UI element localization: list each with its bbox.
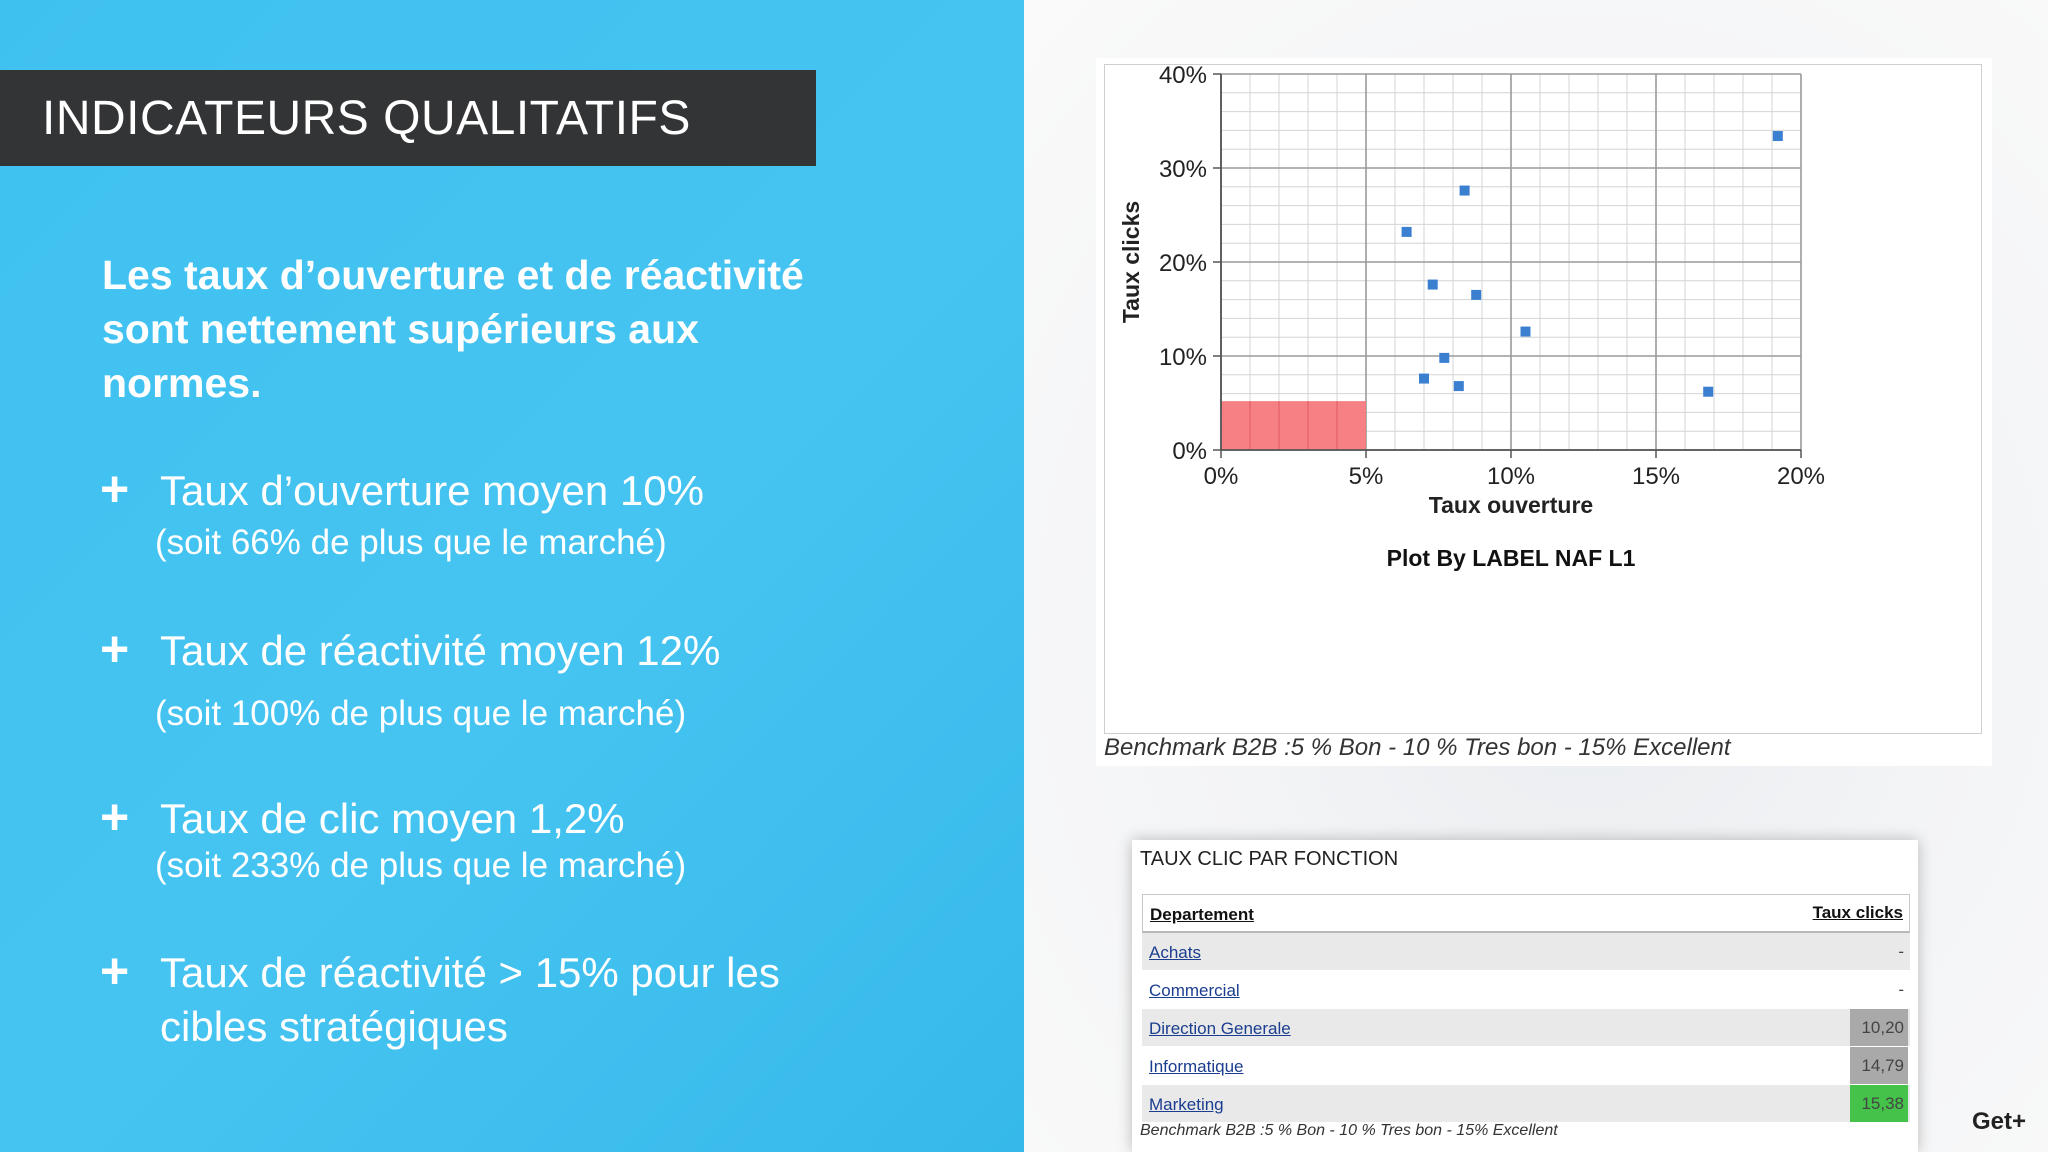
department-link[interactable]: Marketing xyxy=(1149,1095,1224,1114)
table-row xyxy=(1142,971,1910,1009)
click-rate-table-card xyxy=(1132,840,1918,1152)
headline xyxy=(102,248,922,410)
x-tick-label: 20% xyxy=(1776,463,1826,490)
benchmark-region xyxy=(1221,401,1366,450)
table-row xyxy=(1142,1085,1910,1123)
bullet-sub: (soit 233% de plus que le marché) xyxy=(155,846,687,885)
scatter-point xyxy=(1521,327,1531,337)
table-header-row xyxy=(1142,894,1910,933)
scatter-point xyxy=(1471,290,1481,300)
bullet-sub: cibles stratégiques xyxy=(160,1003,508,1050)
department-link[interactable]: Commercial xyxy=(1149,981,1240,1000)
scatter-point xyxy=(1428,280,1438,290)
bullet-main: Taux d’ouverture moyen 10% xyxy=(160,467,704,514)
table-row xyxy=(1142,1009,1910,1047)
brand-logo: Get+ xyxy=(1972,1108,2027,1135)
scatter-point xyxy=(1402,227,1412,237)
headline-line: sont nettement supérieurs aux xyxy=(102,306,699,352)
slide-title: INDICATEURS QUALITATIFS xyxy=(42,91,691,145)
department-link[interactable]: Informatique xyxy=(1149,1057,1244,1076)
click-rate-value: 14,79 xyxy=(1850,1047,1908,1084)
scatter-chart xyxy=(1096,58,1992,734)
click-rate-value: 10,20 xyxy=(1850,1009,1908,1046)
table-row xyxy=(1142,933,1910,971)
plus-icon: + xyxy=(100,943,130,999)
chart-title: Plot By LABEL NAF L1 xyxy=(1386,545,1636,571)
y-tick-label: 30% xyxy=(1158,156,1207,183)
scatter-point xyxy=(1439,353,1449,363)
table-title: TAUX CLIC PAR FONCTION xyxy=(1140,848,1399,870)
y-tick-label: 20% xyxy=(1158,250,1207,277)
y-axis-label: Taux clicks xyxy=(1118,200,1144,324)
scatter-point xyxy=(1454,381,1464,391)
column-header-click-rate[interactable]: Taux clicks xyxy=(1812,903,1903,922)
slide-title-bar xyxy=(0,70,816,166)
scatter-point xyxy=(1460,186,1470,196)
column-header-department[interactable]: Departement xyxy=(1150,905,1254,924)
x-tick-label: 0% xyxy=(1203,463,1239,490)
department-link[interactable]: Direction Generale xyxy=(1149,1019,1291,1038)
scatter-point xyxy=(1703,387,1713,397)
scatter-point xyxy=(1419,374,1429,384)
table-row xyxy=(1142,1047,1910,1085)
click-rate-value: - xyxy=(1898,941,1904,961)
click-rate-table xyxy=(1142,894,1910,1123)
click-rate-value: 15,38 xyxy=(1850,1085,1908,1122)
bullet-main: Taux de réactivité moyen 12% xyxy=(160,627,721,674)
x-tick-label: 5% xyxy=(1348,463,1384,490)
bullet-sub: (soit 100% de plus que le marché) xyxy=(155,694,687,733)
department-link[interactable]: Achats xyxy=(1149,943,1201,962)
headline-line: normes. xyxy=(102,360,262,406)
scatter-chart-card xyxy=(1096,58,1992,766)
x-axis-label: Taux ouverture xyxy=(1428,492,1594,518)
scatter-point xyxy=(1773,131,1783,141)
plus-icon: + xyxy=(100,621,130,677)
chart-caption: Benchmark B2B :5 % Bon - 10 % Tres bon - 15% Excellent xyxy=(1104,734,1731,761)
bullet-main: Taux de clic moyen 1,2% xyxy=(160,795,625,842)
y-tick-label: 40% xyxy=(1158,62,1207,89)
bullet-main: Taux de réactivité > 15% pour les xyxy=(160,949,780,996)
x-tick-label: 15% xyxy=(1631,463,1681,490)
y-tick-label: 0% xyxy=(1172,438,1207,465)
table-caption: Benchmark B2B :5 % Bon - 10 % Tres bon - 15% Excellent xyxy=(1140,1122,1558,1139)
click-rate-value: - xyxy=(1898,979,1904,999)
plus-icon: + xyxy=(100,789,130,845)
headline-line: Les taux d’ouverture et de réactivité xyxy=(102,252,804,298)
x-tick-label: 10% xyxy=(1486,463,1536,490)
plus-icon: + xyxy=(100,461,130,517)
bullet-sub: (soit 66% de plus que le marché) xyxy=(155,523,667,562)
y-tick-label: 10% xyxy=(1158,344,1207,371)
